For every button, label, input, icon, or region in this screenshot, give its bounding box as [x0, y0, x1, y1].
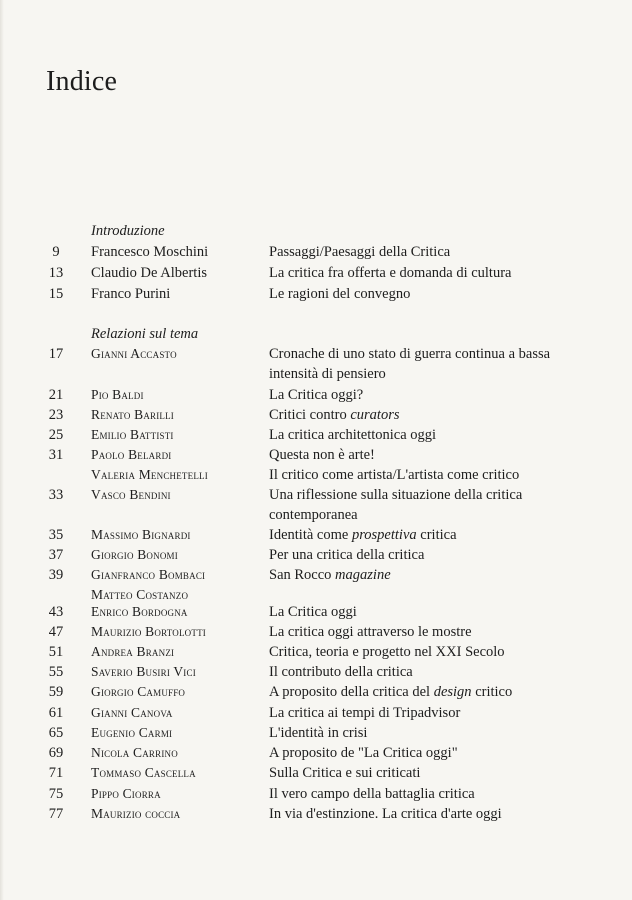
- author-name: Franco Purini: [91, 286, 171, 302]
- author-name: Maurizio coccia: [91, 806, 181, 821]
- section-title: Relazioni sul tema: [91, 326, 199, 342]
- page-number: 59: [48, 684, 64, 700]
- author-name: Andrea Branzi: [91, 644, 175, 659]
- entry-title-italic: magazine: [335, 567, 391, 583]
- entry-title: Critica, teoria e progetto nel XXI Secolo: [269, 644, 505, 660]
- author-name: [91, 445, 208, 486]
- entry-title-italic: curators: [350, 407, 400, 423]
- author-name: Giorgio Bonomi: [91, 547, 178, 562]
- page-number: 43: [48, 604, 64, 620]
- entry-title: In via d'estinzione. La critica d'arte oggi: [269, 806, 502, 822]
- entry-title: La Critica oggi: [269, 604, 357, 620]
- entry-title: Cronache di uno stato di guerra continua a bassa intensità di pensiero: [269, 346, 551, 383]
- author-name: Claudio De Albertis: [91, 265, 207, 281]
- page-number: 17: [48, 346, 64, 362]
- entry-title-line: Il critico come artista/L'artista come critico: [269, 467, 520, 484]
- page-number: 47: [48, 624, 64, 640]
- author-name-line: Gianfranco Bombaci: [91, 567, 206, 582]
- entry-title: A proposito de "La Critica oggi": [269, 745, 458, 761]
- author-name: Francesco Moschini: [91, 244, 209, 260]
- entry-title-part: Identità come: [269, 527, 352, 543]
- entry-title: [269, 525, 559, 545]
- page-number: 65: [48, 725, 64, 741]
- page-number: 77: [48, 806, 64, 822]
- entry-title-line: Questa non è arte!: [269, 447, 375, 463]
- entry-title-part: A proposito della critica del: [269, 684, 434, 700]
- entry-title: La critica ai tempi di Tripadvisor: [269, 705, 461, 721]
- page-title: Indice: [46, 66, 118, 97]
- page-number: 21: [48, 387, 64, 403]
- entry-title-part: critica: [416, 527, 457, 543]
- author-name-line: Valeria Menchetelli: [91, 467, 208, 483]
- author-name: Gianni Canova: [91, 705, 173, 720]
- entry-title: Per una critica della critica: [269, 547, 425, 563]
- author-name: Maurizio Bortolotti: [91, 624, 206, 639]
- page-number: 9: [52, 244, 60, 260]
- entry-title-italic: design: [433, 684, 472, 700]
- entry-title: La critica oggi attraverso le mostre: [269, 624, 472, 640]
- entry-title: La critica fra offerta e domanda di cultura: [269, 265, 512, 281]
- author-name: Gianni Accasto: [91, 346, 177, 361]
- page-number: 71: [48, 765, 64, 781]
- page-number: 51: [48, 644, 64, 660]
- author-name: Eugenio Carmi: [91, 725, 173, 740]
- page-edge: [0, 0, 4, 900]
- page-number: 69: [48, 745, 64, 761]
- entry-title: Passaggi/Paesaggi della Critica: [269, 244, 451, 260]
- page-number: 15: [48, 286, 64, 302]
- page-number: 23: [48, 407, 64, 423]
- author-name: Saverio Busiri Vici: [91, 664, 196, 679]
- entry-title-part: critico: [471, 684, 513, 700]
- page-number: 13: [48, 265, 64, 281]
- author-name: Renato Barilli: [91, 407, 175, 422]
- entry-title: [269, 682, 559, 702]
- section-title: Introduzione: [91, 223, 165, 239]
- page-number: 39: [48, 567, 64, 583]
- author-name: Giorgio Camuffo: [91, 684, 186, 699]
- page-number: 55: [48, 664, 64, 680]
- entry-title: La Critica oggi?: [269, 387, 364, 403]
- author-name: Pippo Ciorra: [91, 786, 161, 801]
- entry-title: La critica architettonica oggi: [269, 427, 437, 443]
- entry-title-part: San Rocco: [269, 567, 336, 583]
- author-name: [91, 565, 205, 606]
- entry-title: [269, 405, 559, 425]
- entry-title: [269, 445, 559, 486]
- author-name: Vasco Bendini: [91, 487, 171, 502]
- author-name-line: Paolo Belardi: [91, 447, 172, 462]
- entry-title: Una riflessione sulla situazione della critica contemporanea: [269, 487, 523, 524]
- entry-title: Il contributo della critica: [269, 664, 413, 680]
- author-name-line: Matteo Costanzo: [91, 587, 189, 603]
- page-number: 31: [48, 447, 64, 463]
- entry-title: Sulla Critica e sui criticati: [269, 765, 421, 781]
- page-number: 37: [48, 547, 64, 563]
- entry-title: Le ragioni del convegno: [269, 286, 411, 302]
- page-number: 61: [48, 705, 64, 721]
- author-name: Tommaso Cascella: [91, 765, 196, 780]
- author-name: Massimo Bignardi: [91, 527, 191, 542]
- author-name: Nicola Carrino: [91, 745, 178, 760]
- page-number: 75: [48, 786, 64, 802]
- author-name: Pio Baldi: [91, 387, 144, 402]
- entry-title-italic: prospettiva: [351, 527, 417, 543]
- entry-title: [269, 565, 559, 585]
- page-number: 35: [48, 527, 64, 543]
- author-name: Emilio Battisti: [91, 427, 174, 442]
- entry-title: Il vero campo della battaglia critica: [269, 786, 475, 802]
- entry-title-part: Critici contro: [269, 407, 351, 423]
- author-name: Enrico Bordogna: [91, 604, 188, 619]
- entry-title: L'identità in crisi: [269, 725, 368, 741]
- page-number: 33: [48, 487, 64, 503]
- page-number: 25: [48, 427, 64, 443]
